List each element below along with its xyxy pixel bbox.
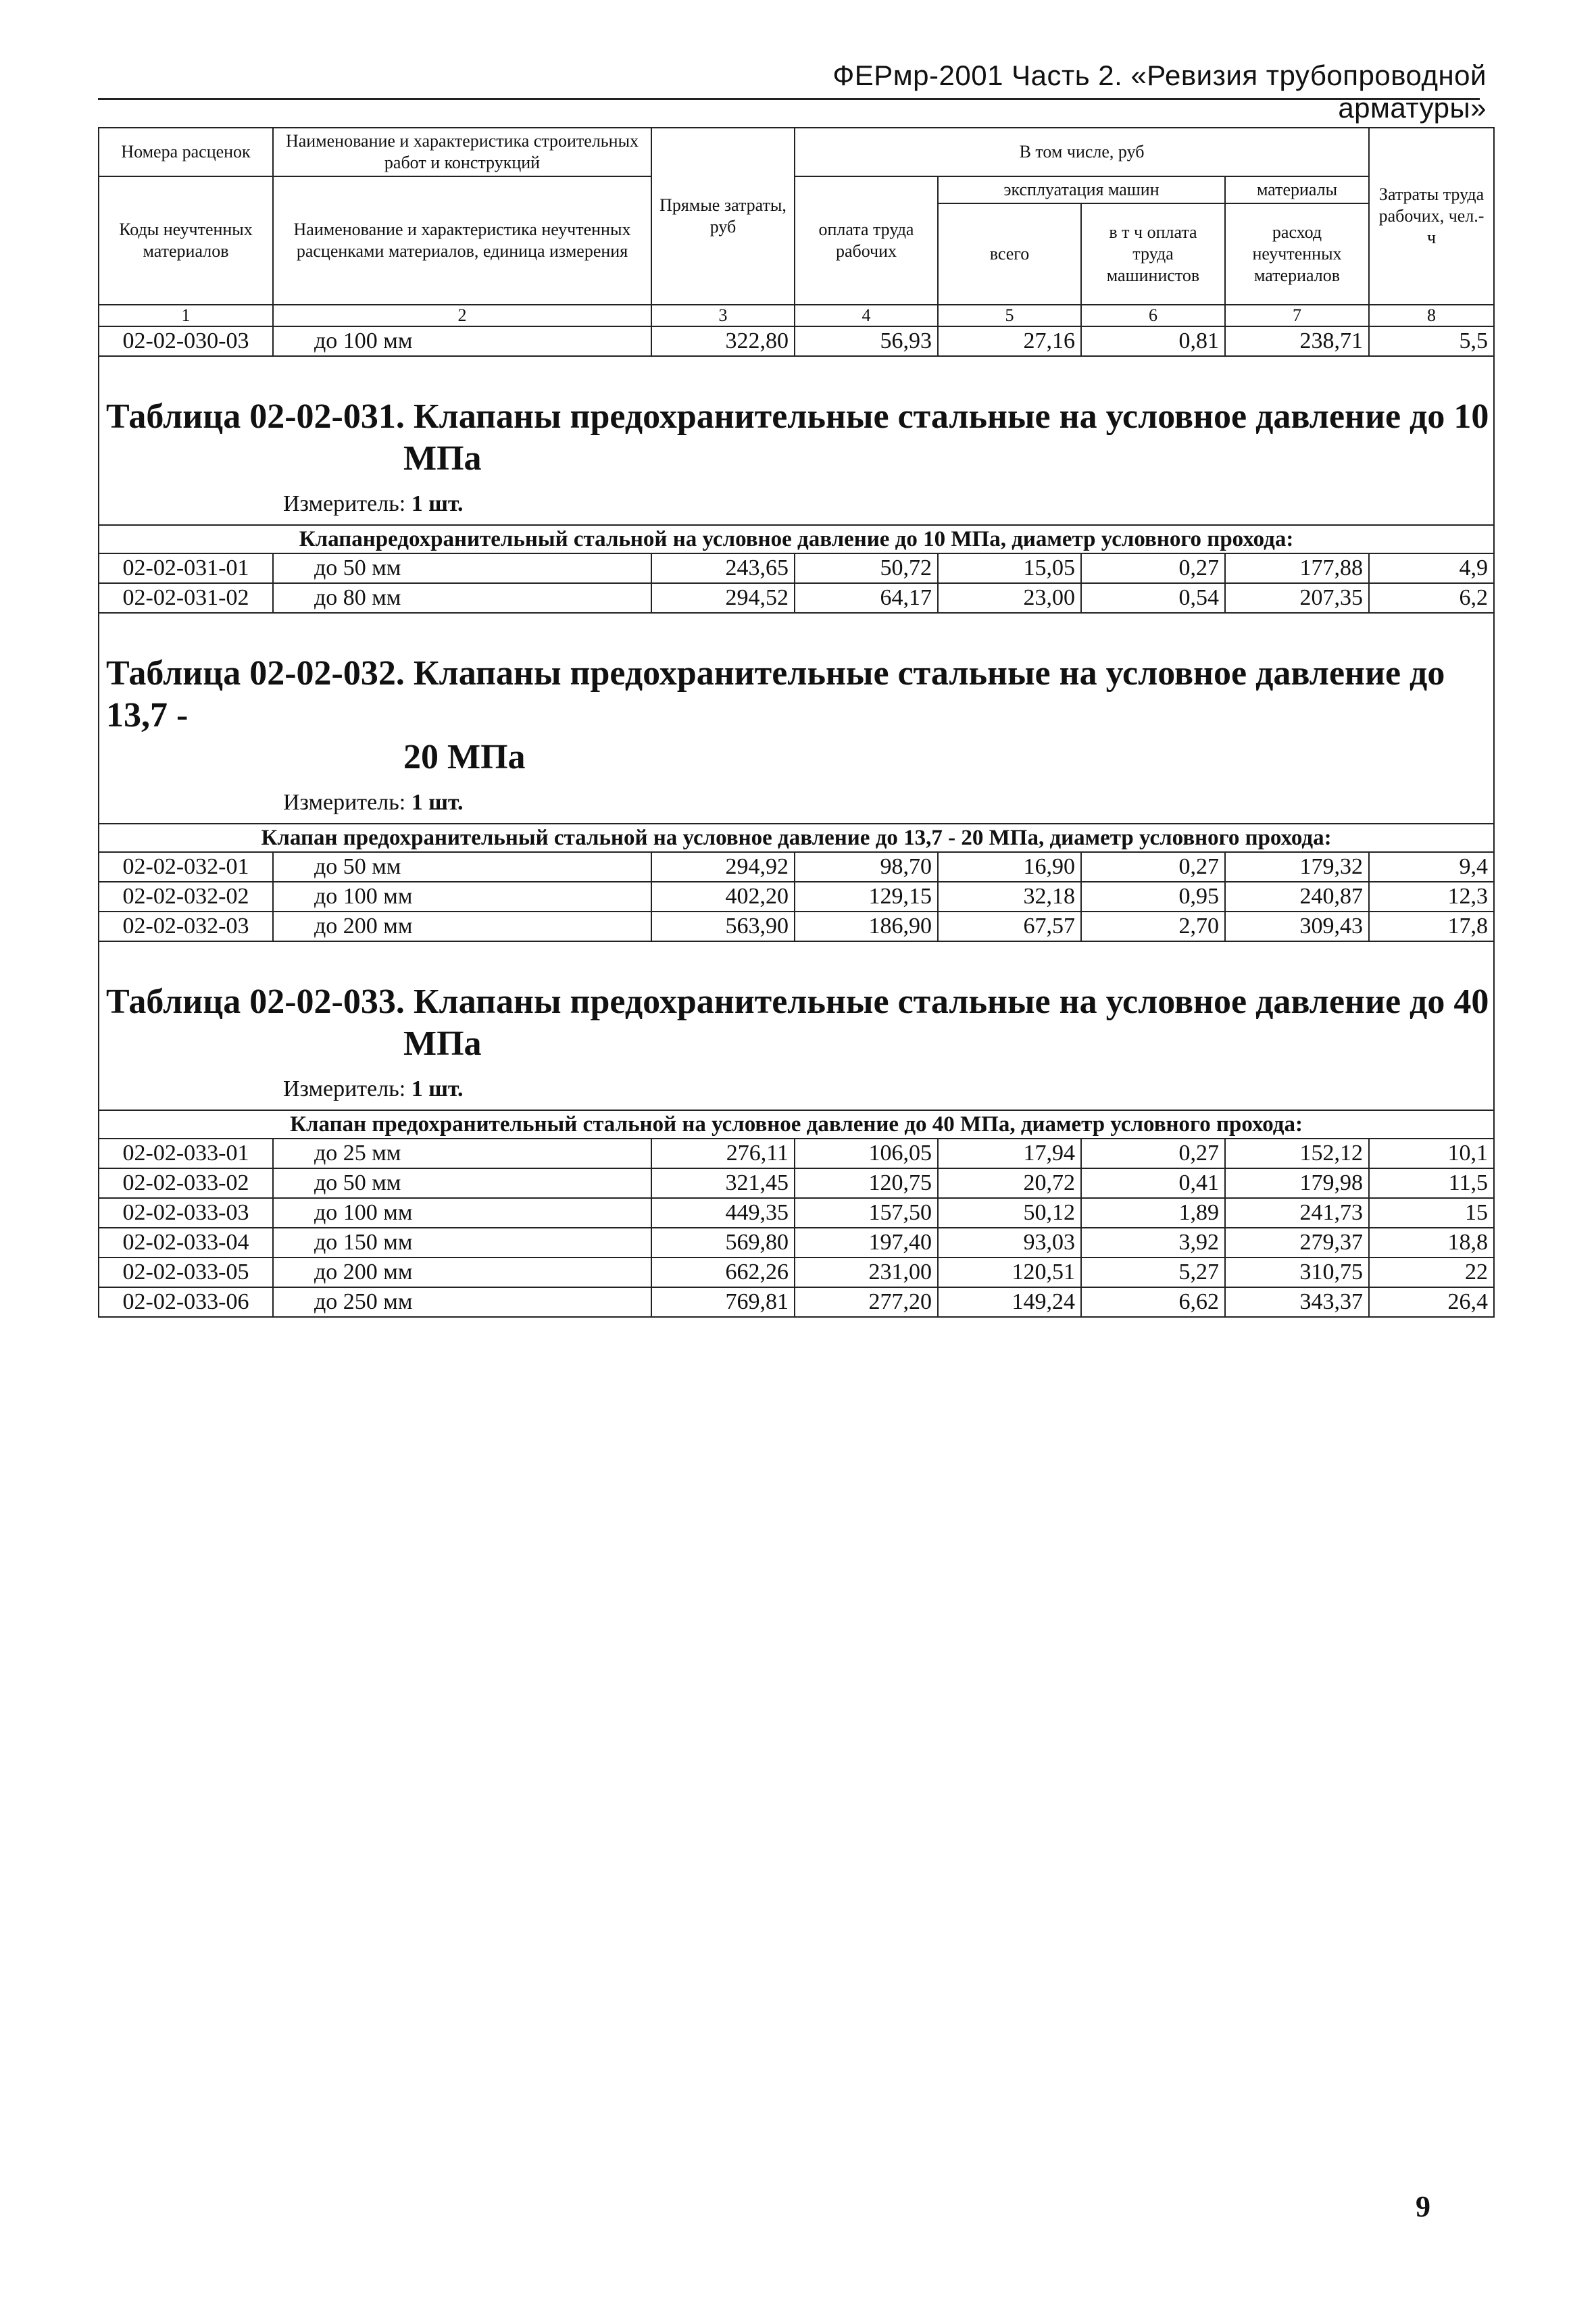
rate-code-cell: 02-02-031-02 — [99, 583, 273, 613]
materials-cost-cell: 279,37 — [1225, 1228, 1369, 1258]
direct-cost-cell: 769,81 — [651, 1287, 795, 1317]
materials-group-header: материалы — [1225, 176, 1369, 203]
including-group-header: В том числе, руб — [795, 128, 1369, 176]
table-section-title — [99, 356, 1494, 525]
group-heading-row — [99, 824, 1494, 852]
rate-code-cell: 02-02-032-03 — [99, 912, 273, 941]
table-section-title — [99, 613, 1494, 824]
item-name-cell: до 100 мм — [273, 1198, 651, 1228]
document-header-title: ФЕРмр-2001 Часть 2. «Ревизия трубопроводной арматуры» — [832, 59, 1487, 124]
group-heading: Клапанредохранительный стальной на условное давление до 10 МПа, диаметр условного прохода: — [99, 525, 1494, 553]
item-name-cell: до 50 мм — [273, 553, 651, 583]
measure-unit — [106, 789, 1493, 816]
measure-unit-label: Измеритель: — [283, 1076, 406, 1101]
materials-cost-cell: 310,75 — [1225, 1258, 1369, 1287]
worker-pay-cell: 50,72 — [795, 553, 938, 583]
col-work-name-header: Наименование и характеристика строительных работ и конструкций — [273, 128, 651, 176]
machines-total-cell: 20,72 — [938, 1168, 1081, 1198]
worker-pay-cell: 98,70 — [795, 852, 938, 882]
table-title-line1: Клапаны предохранительные стальные на условное давление до 10 — [413, 397, 1489, 436]
table-section-title-row — [99, 941, 1494, 1110]
rate-code-cell: 02-02-033-04 — [99, 1228, 273, 1258]
col-direct-costs-header: Прямые затраты, руб — [651, 128, 795, 305]
labor-hours-cell: 18,8 — [1369, 1228, 1494, 1258]
table-number: Таблица 02-02-031. — [106, 397, 405, 436]
machines-total-cell: 67,57 — [938, 912, 1081, 941]
worker-pay-cell: 186,90 — [795, 912, 938, 941]
machines-total-cell: 16,90 — [938, 852, 1081, 882]
rates-table — [98, 127, 1495, 1318]
group-heading: Клапан предохранительный стальной на условное давление до 40 МПа, диаметр условного прохода: — [99, 1110, 1494, 1139]
table-row — [99, 852, 1494, 882]
worker-pay-cell: 197,40 — [795, 1228, 938, 1258]
table-row — [99, 1287, 1494, 1317]
machines-total-cell: 27,16 — [938, 326, 1081, 356]
table-section-title — [99, 941, 1494, 1110]
direct-cost-cell: 322,80 — [651, 326, 795, 356]
col-material-name-header: Наименование и характеристика неучтенных расценками материалов, единица измерения — [273, 176, 651, 305]
direct-cost-cell: 294,52 — [651, 583, 795, 613]
materials-cost-cell: 179,32 — [1225, 852, 1369, 882]
item-name-cell: до 150 мм — [273, 1228, 651, 1258]
item-name-cell: до 100 мм — [273, 326, 651, 356]
machinist-pay-cell: 6,62 — [1081, 1287, 1225, 1317]
machines-total-cell: 32,18 — [938, 882, 1081, 912]
labor-hours-cell: 9,4 — [1369, 852, 1494, 882]
materials-cost-cell: 179,98 — [1225, 1168, 1369, 1198]
measure-unit-label: Измеритель: — [283, 790, 406, 815]
table-row — [99, 1228, 1494, 1258]
item-name-cell: до 50 мм — [273, 1168, 651, 1198]
worker-pay-cell: 157,50 — [795, 1198, 938, 1228]
machines-total-cell: 15,05 — [938, 553, 1081, 583]
machinist-pay-cell: 0,27 — [1081, 1139, 1225, 1168]
rate-code-cell: 02-02-032-02 — [99, 882, 273, 912]
direct-cost-cell: 276,11 — [651, 1139, 795, 1168]
labor-hours-cell: 6,2 — [1369, 583, 1494, 613]
col-index: 6 — [1081, 305, 1225, 326]
table-row — [99, 1258, 1494, 1287]
rate-code-cell: 02-02-033-05 — [99, 1258, 273, 1287]
worker-pay-cell: 64,17 — [795, 583, 938, 613]
labor-hours-cell: 5,5 — [1369, 326, 1494, 356]
materials-cost-cell: 177,88 — [1225, 553, 1369, 583]
col-index: 1 — [99, 305, 273, 326]
col-index: 3 — [651, 305, 795, 326]
table-number: Таблица 02-02-033. — [106, 982, 405, 1021]
item-name-cell: до 50 мм — [273, 852, 651, 882]
table-title-line2: 20 МПа — [403, 738, 526, 776]
table-row — [99, 1198, 1494, 1228]
worker-pay-cell: 120,75 — [795, 1168, 938, 1198]
measure-unit-value: 1 шт. — [411, 1076, 464, 1101]
item-name-cell: до 80 мм — [273, 583, 651, 613]
direct-cost-cell: 243,65 — [651, 553, 795, 583]
col-index: 4 — [795, 305, 938, 326]
rate-code-cell: 02-02-033-06 — [99, 1287, 273, 1317]
worker-pay-cell: 56,93 — [795, 326, 938, 356]
machinist-pay-cell: 1,89 — [1081, 1198, 1225, 1228]
direct-cost-cell: 569,80 — [651, 1228, 795, 1258]
measure-unit-value: 1 шт. — [411, 790, 464, 815]
col-materials-consumption-header: расход неучтенных материалов — [1225, 203, 1369, 305]
machinist-pay-cell: 3,92 — [1081, 1228, 1225, 1258]
machinist-pay-cell: 0,95 — [1081, 882, 1225, 912]
item-name-cell: до 100 мм — [273, 882, 651, 912]
col-index: 7 — [1225, 305, 1369, 326]
col-labor-hours-header: Затраты труда рабочих, чел.-ч — [1369, 128, 1494, 305]
table-title-line1: Клапаны предохранительные стальные на условное давление до 13,7 - — [106, 654, 1445, 735]
table-row — [99, 583, 1494, 613]
table-number: Таблица 02-02-032. — [106, 654, 405, 693]
measure-unit — [106, 1076, 1493, 1103]
item-name-cell: до 200 мм — [273, 1258, 651, 1287]
table-section-title-row — [99, 613, 1494, 824]
page-number: 9 — [1416, 2190, 1430, 2223]
measure-unit — [106, 491, 1493, 518]
materials-cost-cell: 241,73 — [1225, 1198, 1369, 1228]
group-heading: Клапан предохранительный стальной на условное давление до 13,7 - 20 МПа, диаметр условного прохода: — [99, 824, 1494, 852]
item-name-cell: до 200 мм — [273, 912, 651, 941]
rate-code-cell: 02-02-033-02 — [99, 1168, 273, 1198]
group-heading-row — [99, 525, 1494, 553]
rate-code-cell: 02-02-031-01 — [99, 553, 273, 583]
col-machinist-pay-header: в т ч оплата труда машинистов — [1081, 203, 1225, 305]
col-machines-total-header: всего — [938, 203, 1081, 305]
machinist-pay-cell: 5,27 — [1081, 1258, 1225, 1287]
materials-cost-cell: 309,43 — [1225, 912, 1369, 941]
machinist-pay-cell: 0,81 — [1081, 326, 1225, 356]
machines-total-cell: 17,94 — [938, 1139, 1081, 1168]
labor-hours-cell: 15 — [1369, 1198, 1494, 1228]
direct-cost-cell: 321,45 — [651, 1168, 795, 1198]
materials-cost-cell: 343,37 — [1225, 1287, 1369, 1317]
header-rule — [98, 98, 1480, 100]
table-row — [99, 326, 1494, 356]
measure-unit-label: Измеритель: — [283, 491, 406, 516]
table-title-line2: МПа — [403, 1024, 482, 1063]
materials-cost-cell: 152,12 — [1225, 1139, 1369, 1168]
materials-cost-cell: 207,35 — [1225, 583, 1369, 613]
materials-cost-cell: 240,87 — [1225, 882, 1369, 912]
machines-total-cell: 93,03 — [938, 1228, 1081, 1258]
machinist-pay-cell: 0,27 — [1081, 553, 1225, 583]
col-worker-pay-header: оплата труда рабочих — [795, 176, 938, 305]
direct-cost-cell: 662,26 — [651, 1258, 795, 1287]
direct-cost-cell: 294,92 — [651, 852, 795, 882]
table-title-line2: МПа — [403, 439, 482, 478]
rate-code-cell: 02-02-030-03 — [99, 326, 273, 356]
machinist-pay-cell: 0,54 — [1081, 583, 1225, 613]
table-row — [99, 1139, 1494, 1168]
table-row — [99, 912, 1494, 941]
rates-table-body — [99, 128, 1494, 1317]
rate-code-cell: 02-02-033-03 — [99, 1198, 273, 1228]
worker-pay-cell: 231,00 — [795, 1258, 938, 1287]
measure-unit-value: 1 шт. — [411, 491, 464, 516]
machines-total-cell: 50,12 — [938, 1198, 1081, 1228]
col-index: 2 — [273, 305, 651, 326]
labor-hours-cell: 10,1 — [1369, 1139, 1494, 1168]
table-title-line1: Клапаны предохранительные стальные на условное давление до 40 — [413, 982, 1489, 1021]
col-index: 5 — [938, 305, 1081, 326]
col-material-codes-header: Коды неучтенных материалов — [99, 176, 273, 305]
item-name-cell: до 25 мм — [273, 1139, 651, 1168]
labor-hours-cell: 11,5 — [1369, 1168, 1494, 1198]
machinist-pay-cell: 0,41 — [1081, 1168, 1225, 1198]
machines-total-cell: 120,51 — [938, 1258, 1081, 1287]
worker-pay-cell: 106,05 — [795, 1139, 938, 1168]
direct-cost-cell: 449,35 — [651, 1198, 795, 1228]
machines-total-cell: 149,24 — [938, 1287, 1081, 1317]
labor-hours-cell: 17,8 — [1369, 912, 1494, 941]
col-index: 8 — [1369, 305, 1494, 326]
labor-hours-cell: 12,3 — [1369, 882, 1494, 912]
col-rate-numbers-header: Номера расценок — [99, 128, 273, 176]
table-row — [99, 1168, 1494, 1198]
machinist-pay-cell: 2,70 — [1081, 912, 1225, 941]
group-heading-row — [99, 1110, 1494, 1139]
machines-total-cell: 23,00 — [938, 583, 1081, 613]
table-row — [99, 882, 1494, 912]
machines-group-header: эксплуатация машин — [938, 176, 1225, 203]
rate-code-cell: 02-02-032-01 — [99, 852, 273, 882]
rate-code-cell: 02-02-033-01 — [99, 1139, 273, 1168]
worker-pay-cell: 277,20 — [795, 1287, 938, 1317]
machinist-pay-cell: 0,27 — [1081, 852, 1225, 882]
materials-cost-cell: 238,71 — [1225, 326, 1369, 356]
worker-pay-cell: 129,15 — [795, 882, 938, 912]
item-name-cell: до 250 мм — [273, 1287, 651, 1317]
labor-hours-cell: 22 — [1369, 1258, 1494, 1287]
table-row — [99, 553, 1494, 583]
labor-hours-cell: 4,9 — [1369, 553, 1494, 583]
direct-cost-cell: 563,90 — [651, 912, 795, 941]
direct-cost-cell: 402,20 — [651, 882, 795, 912]
labor-hours-cell: 26,4 — [1369, 1287, 1494, 1317]
table-section-title-row — [99, 356, 1494, 525]
